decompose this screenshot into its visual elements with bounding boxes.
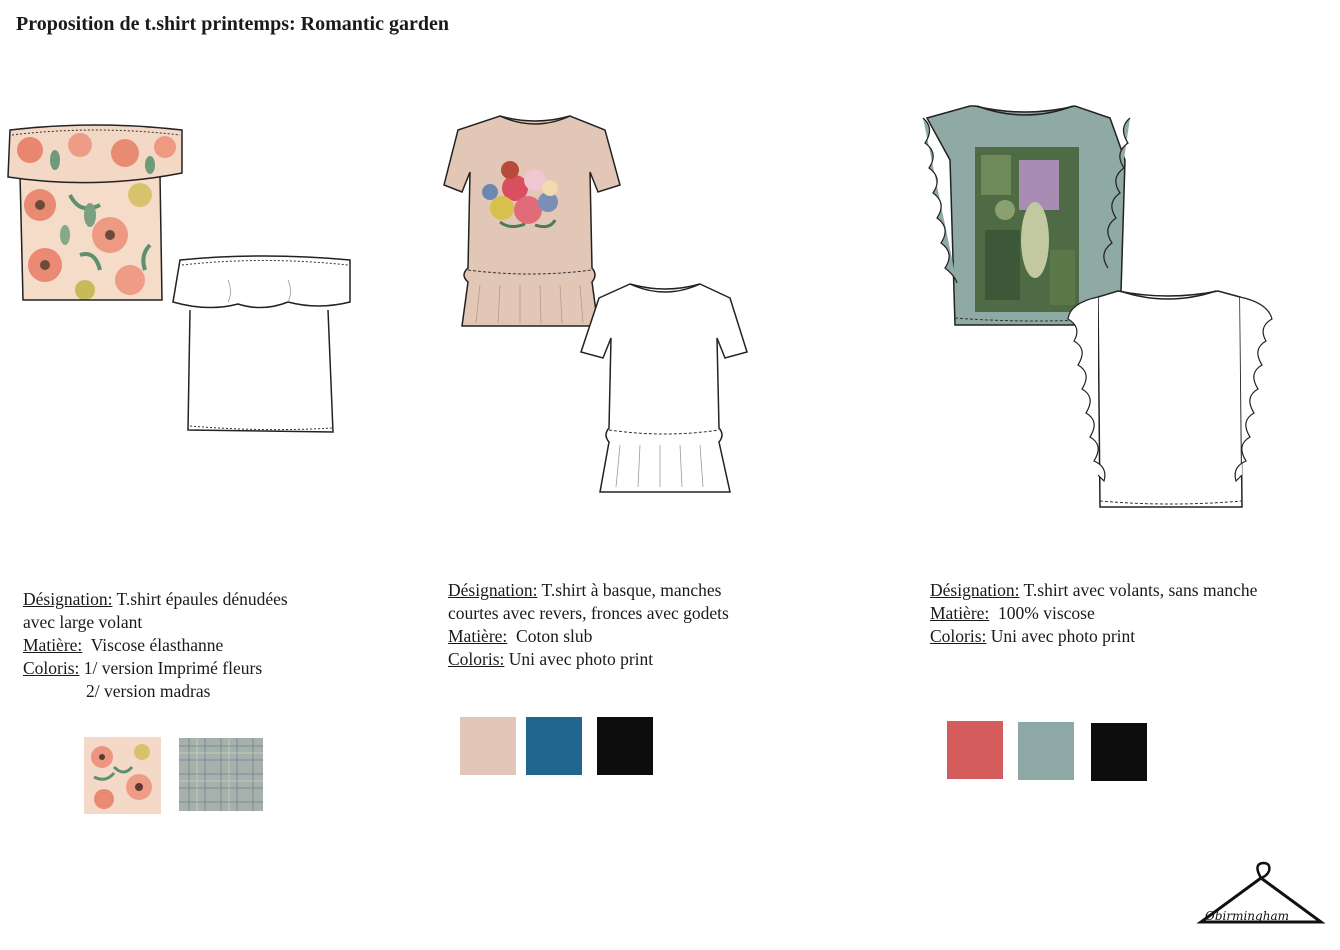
coloris-label: Coloris: [23,658,80,678]
swatch-sage [1018,722,1074,780]
hanger-logo-icon [1195,860,1327,935]
designation-label: Désignation: [448,580,538,600]
swatch-black [597,717,653,775]
matiere-label: Matière: [23,635,83,655]
coloris-value-cont: 2/ version madras [86,681,211,701]
designation-label: Désignation: [930,580,1020,600]
designation-value: T.shirt avec volants, sans manche [1023,580,1258,600]
page-title: Proposition de t.shirt printemps: Romantic garden [16,13,449,35]
matiere-value: 100% viscose [998,603,1095,623]
white-offshoulder-sketch [168,250,358,440]
matiere-value: Coton slub [516,626,593,646]
designation-value: T.shirt épaules dénudées [116,589,288,609]
swatch-coral [947,721,1003,779]
swatch-madras [179,738,263,811]
logo-text: Obirmingham [1205,909,1289,923]
matiere-label: Matière: [448,626,508,646]
product-2-description [448,579,828,671]
product-3-description [930,579,1330,648]
matiere-value: Viscose élasthanne [90,635,224,655]
swatch-nude [460,717,516,775]
white-basque-sketch [575,280,755,500]
coloris-label: Coloris: [930,626,987,646]
coloris-value: 1/ version Imprimé fleurs [83,658,263,678]
product-1-description [23,588,353,703]
matiere-label: Matière: [930,603,990,623]
coloris-label: Coloris: [448,649,505,669]
coloris-value: Uni avec photo print [508,649,654,669]
swatch-blue [526,717,582,775]
designation-value: T.shirt à basque, manches [541,580,722,600]
swatch-floral-print [84,737,161,814]
coloris-value: Uni avec photo print [990,626,1136,646]
swatch-black [1091,723,1147,781]
white-ruffle-sketch [1060,285,1285,515]
designation-label: Désignation: [23,589,113,609]
designation-value-cont: avec large volant [23,612,143,632]
designation-value-cont: courtes avec revers, fronces avec godets [448,603,729,623]
